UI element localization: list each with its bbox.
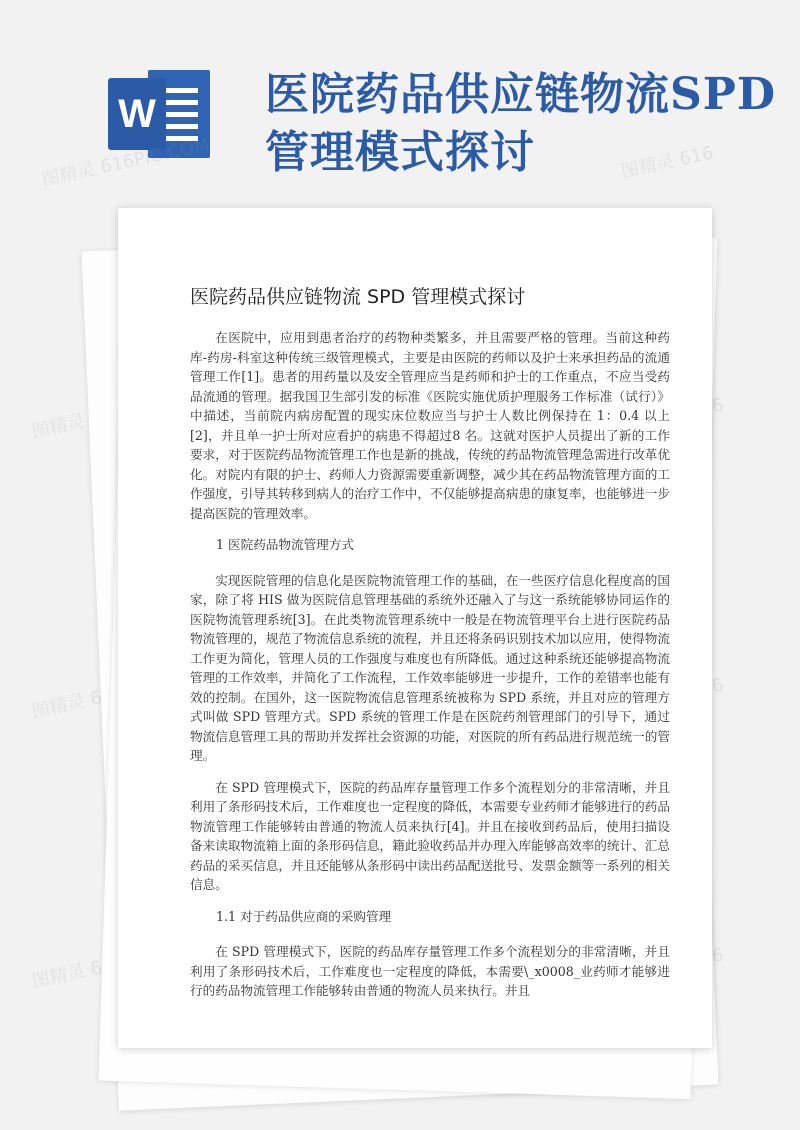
paragraph-section-1-1: 在 SPD 管理模式下，医院的药品库存量管理工作多个流程划分的非常清晰，并且利用了条形码技术后，工作难度也一定程度的降低，本需要\_x0008_业药师才能够进行的药品物流管理工作能够转由普通的物流人员来执行。并且 xyxy=(190,944,670,998)
section-heading-1-1: 1.1 对于药品供应商的采购管理 xyxy=(216,908,392,924)
banner-title: 医院药品供应链物流SPD管理模式探讨 xyxy=(265,69,777,178)
paragraph-section-1b: 在 SPD 管理模式下，医院的药品库存量管理工作多个流程划分的非常清晰，并且利用了条形码技术后，工作难度也一定程度的降低，本需要专业药师才能够进行的药品物流管理工作能够转由普通的物流人员来执行[4]。并且在接收到药品后，使用扫描设备来读取物流箱上面的条形码信息，籍此验收药品并办理入库能够高效率的统计、汇总药品的采买信息，并且还能够从条形码中读出药品配送批号、发票金额等一系列的相关信息。 xyxy=(190,779,670,892)
section-heading-1: 1 医院药品物流管理方式 xyxy=(216,537,354,552)
word-document-icon xyxy=(108,70,218,170)
document-title: 医院药品供应链物流 SPD 管理模式探讨 xyxy=(190,286,526,308)
paragraph-intro: 在医院中，应用到患者治疗的药物种类繁多，并且需要严格的管理。当前这种药库-药房-科室这种传统三级管理模式，主要是由医院的药师以及护士来承担药品的流通管理工作[1]。患者的用药量以及安全管理应当是药师和护士的工作重点，不应当受药品流通的管理。据我国卫生部引发的标准《医院实施优质护理服务工作标准（试行）》中描述，当前院内病房配置的现实床位数应当与护士人数比例保持在 1：0.4 以上[2]，并且单一护士所对应看护的病患不得超过8 名。这就对医护人员提出了新的工作要求，对于医院药品物流管理工作也是新的挑战，传统的药品物流管理急需进行改革优化。对院内有限的护士、药师人力资源需要重新调整，减少其在药品物流管理方面的工作强度，引导其转移到病人的治疗工作中，不仅能够提高病患的康复率，也能够进一步提高医院的管理效率。 xyxy=(190,330,670,521)
word-letter-tile: W xyxy=(108,78,166,150)
document-body xyxy=(190,328,670,1013)
page-header xyxy=(0,0,800,200)
watermark: 图精灵 xyxy=(29,690,88,723)
document-page xyxy=(118,208,712,1048)
watermark: 图精灵 xyxy=(29,960,88,993)
paragraph-section-1a: 实现医院管理的信息化是医院物流管理工作的基础，在一些医疗信息化程度高的国家，除了将 HIS 做为医院信息管理基础的系统外还融入了与这一系统能够协同运作的医院物流管理系统[3]。在此类物流管理系统中一般是在物流管理平台上进行医院药品物流管理的，规范了物流信息系统的流程，并且还将条码识别技术加以应用，使得物流工作更为简化，管理人员的工作强度与难度也有所降低。通过这种系统还能够提高物流管理的工作效率，并简化了工作流程，工作效率能够进一步提升，工作的差错率也能有效的控制。在国外，这一医院物流信息管理系统被称为 SPD 系统，并且对应的管理方式叫做 SPD 管理方式。SPD 系统的管理工作是在医院药剂管理部门的引导下，通过物流信息管理工具的帮助并发挥社会资源的功能，对医院的所有药品进行规范统一的管理。 xyxy=(190,572,670,763)
watermark: 图精灵 616PIC.COM xyxy=(39,134,212,191)
watermark: 图精灵 xyxy=(29,410,88,443)
watermark: 图精灵 616 xyxy=(619,142,716,183)
